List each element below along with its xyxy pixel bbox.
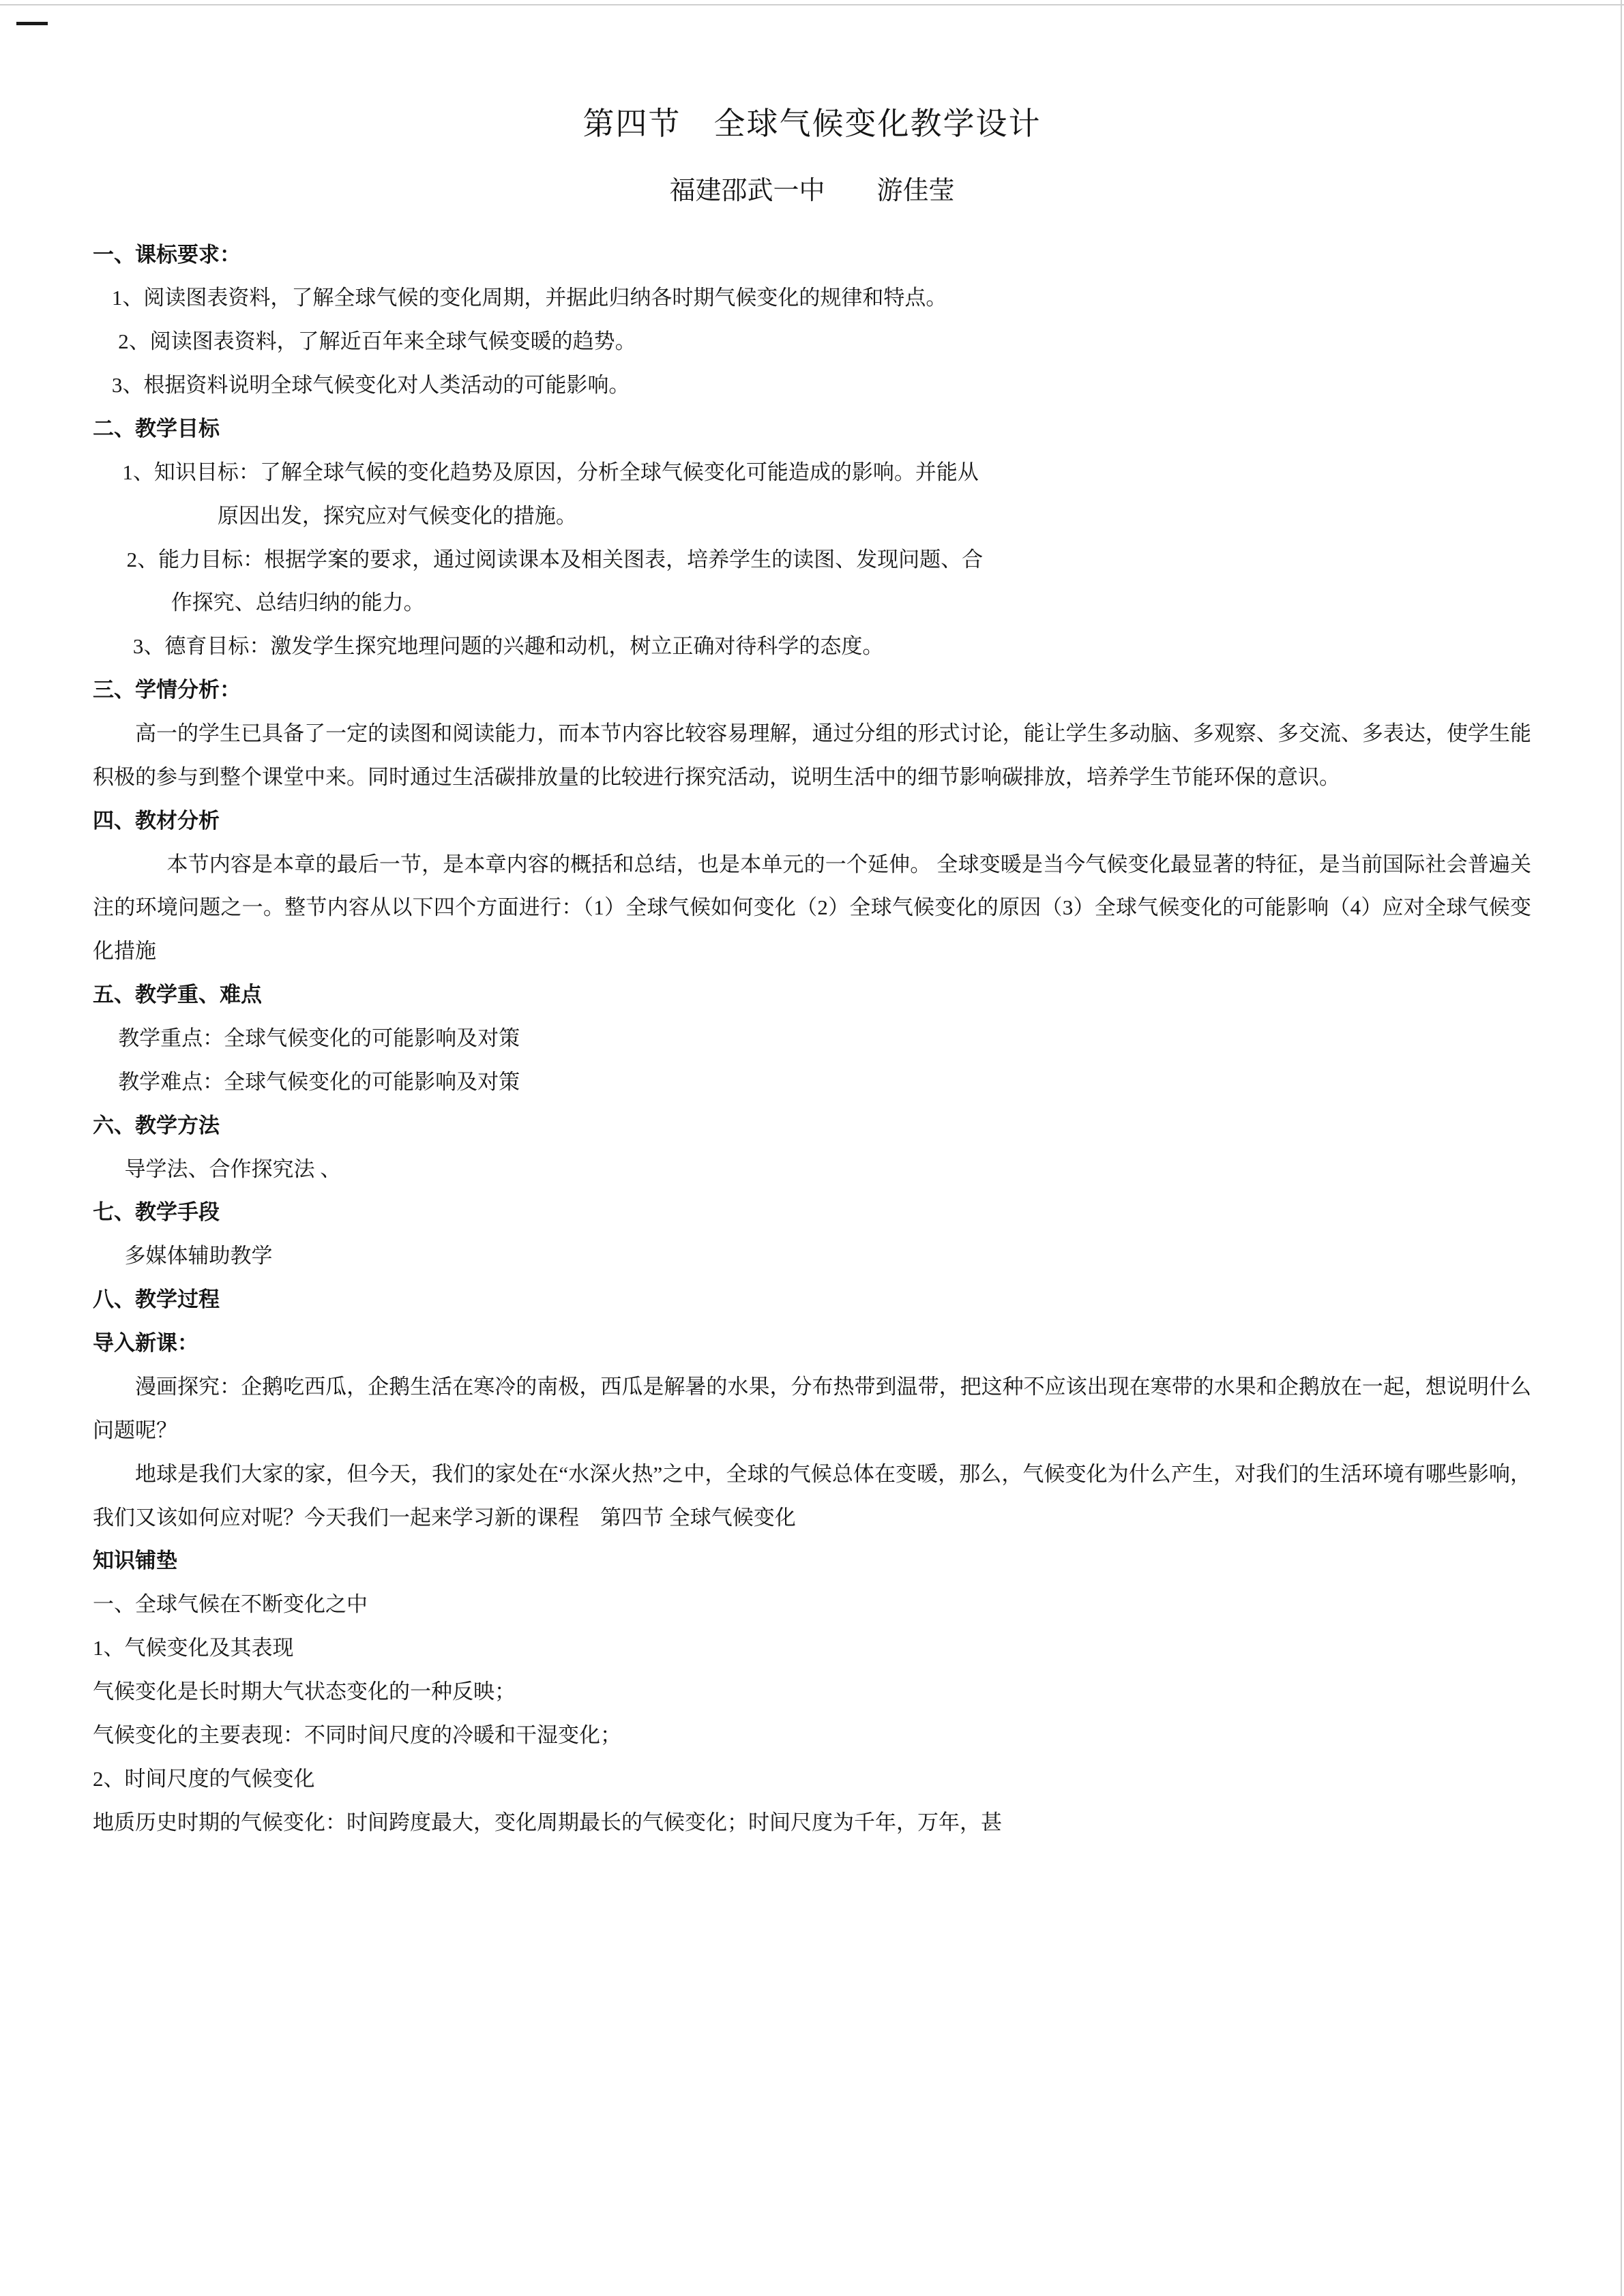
paragraph: 1、知识目标：了解全球气候的变化趋势及原因，分析全球气候变化可能造成的影响。并能从 bbox=[122, 460, 979, 484]
paragraph: 地质历史时期的气候变化：时间跨度最大，变化周期最长的气候变化；时间尺度为千年，万年，甚 bbox=[93, 1810, 1002, 1834]
section-heading: 五、教学重、难点 bbox=[93, 983, 262, 1007]
section-heading: 一、课标要求： bbox=[93, 242, 241, 267]
paragraph: 2、能力目标：根据学案的要求，通过阅读课本及相关图表，培养学生的读图、发现问题、合 bbox=[126, 547, 984, 571]
paragraph: 地球是我们大家的家，但今天，我们的家处在“水深火热”之中，全球的气候总体在变暖，那么，气候变化为什么产生，对我们的生活环境有哪些影响，我们又该如何应对呢？今天我们一起来学习新的课程 第四节 全球气候变化 bbox=[93, 1461, 1531, 1530]
paragraph: 原因出发，探究应对气候变化的措施。 bbox=[217, 503, 577, 528]
scan-edge-right-line bbox=[1621, 0, 1622, 2296]
document-title: 第四节 全球气候变化教学设计 bbox=[582, 106, 1042, 141]
section-heading: 知识铺垫 bbox=[93, 1549, 177, 1573]
paragraph: 导学法、合作探究法 、 bbox=[124, 1157, 342, 1181]
paragraph: 2、时间尺度的气候变化 bbox=[93, 1766, 315, 1791]
scan-edge-top-line bbox=[0, 4, 1624, 5]
section-heading: 二、教学目标 bbox=[93, 417, 220, 441]
scan-artifact-mark bbox=[16, 22, 48, 25]
paragraph: 1、气候变化及其表现 bbox=[93, 1636, 294, 1660]
paragraph: 3、德育目标：激发学生探究地理问题的兴趣和动机，树立正确对待科学的态度。 bbox=[132, 634, 884, 659]
section-heading: 七、教学手段 bbox=[93, 1200, 220, 1225]
paragraph: 漫画探究：企鹅吃西瓜，企鹅生活在寒冷的南极，西瓜是解暑的水果，分布热带到温带，把这种不应该出现在寒带的水果和企鹅放在一起，想说明什么问题呢？ bbox=[93, 1374, 1531, 1442]
paragraph: 作探究、总结归纳的能力。 bbox=[171, 591, 425, 615]
paragraph: 一、全球气候在不断变化之中 bbox=[93, 1592, 368, 1617]
section-heading: 三、学情分析： bbox=[93, 678, 241, 702]
section-heading: 四、教材分析 bbox=[93, 808, 220, 833]
paragraph: 教学重点：全球气候变化的可能影响及对策 bbox=[118, 1026, 520, 1051]
section-heading: 导入新课： bbox=[93, 1331, 198, 1356]
paragraph: 本节内容是本章的最后一节，是本章内容的概括和总结，也是本单元的一个延伸。 全球变暖是当今气候变化最显著的特征，是当前国际社会普遍关注的环境问题之一。整节内容从以下四个方面进行：（1）全球气候如何变化（2）全球气候变化的原因（3）全球气候变化的可能影响（4）应对全球气候变化措施 bbox=[93, 852, 1531, 964]
paragraph: 气候变化的主要表现：不同时间尺度的冷暖和干湿变化； bbox=[93, 1723, 621, 1747]
paragraph: 2、阅读图表资料，了解近百年来全球气候变暖的趋势。 bbox=[118, 329, 636, 354]
document-body bbox=[93, 233, 1531, 1845]
paragraph: 3、根据资料说明全球气候变化对人类活动的可能影响。 bbox=[111, 373, 630, 398]
document-author-line: 福建邵武一中 游佳莹 bbox=[669, 177, 955, 206]
paragraph: 教学难点：全球气候变化的可能影响及对策 bbox=[118, 1069, 520, 1094]
paragraph: 气候变化是长时期大气状态变化的一种反映； bbox=[93, 1679, 516, 1703]
section-heading: 八、教学过程 bbox=[93, 1287, 220, 1312]
paragraph: 1、阅读图表资料，了解全球气候的变化周期，并据此归纳各时期气候变化的规律和特点。 bbox=[111, 286, 947, 310]
paragraph: 多媒体辅助教学 bbox=[124, 1244, 273, 1268]
paragraph: 高一的学生已具备了一定的读图和阅读能力，而本节内容比较容易理解，通过分组的形式讨论，能让学生多动脑、多观察、多交流、多表达，使学生能积极的参与到整个课堂中来。同时通过生活碳排放量的比较进行探究活动，说明生活中的细节影响碳排放，培养学生节能环保的意识。 bbox=[93, 721, 1531, 789]
section-heading: 六、教学方法 bbox=[93, 1113, 220, 1137]
